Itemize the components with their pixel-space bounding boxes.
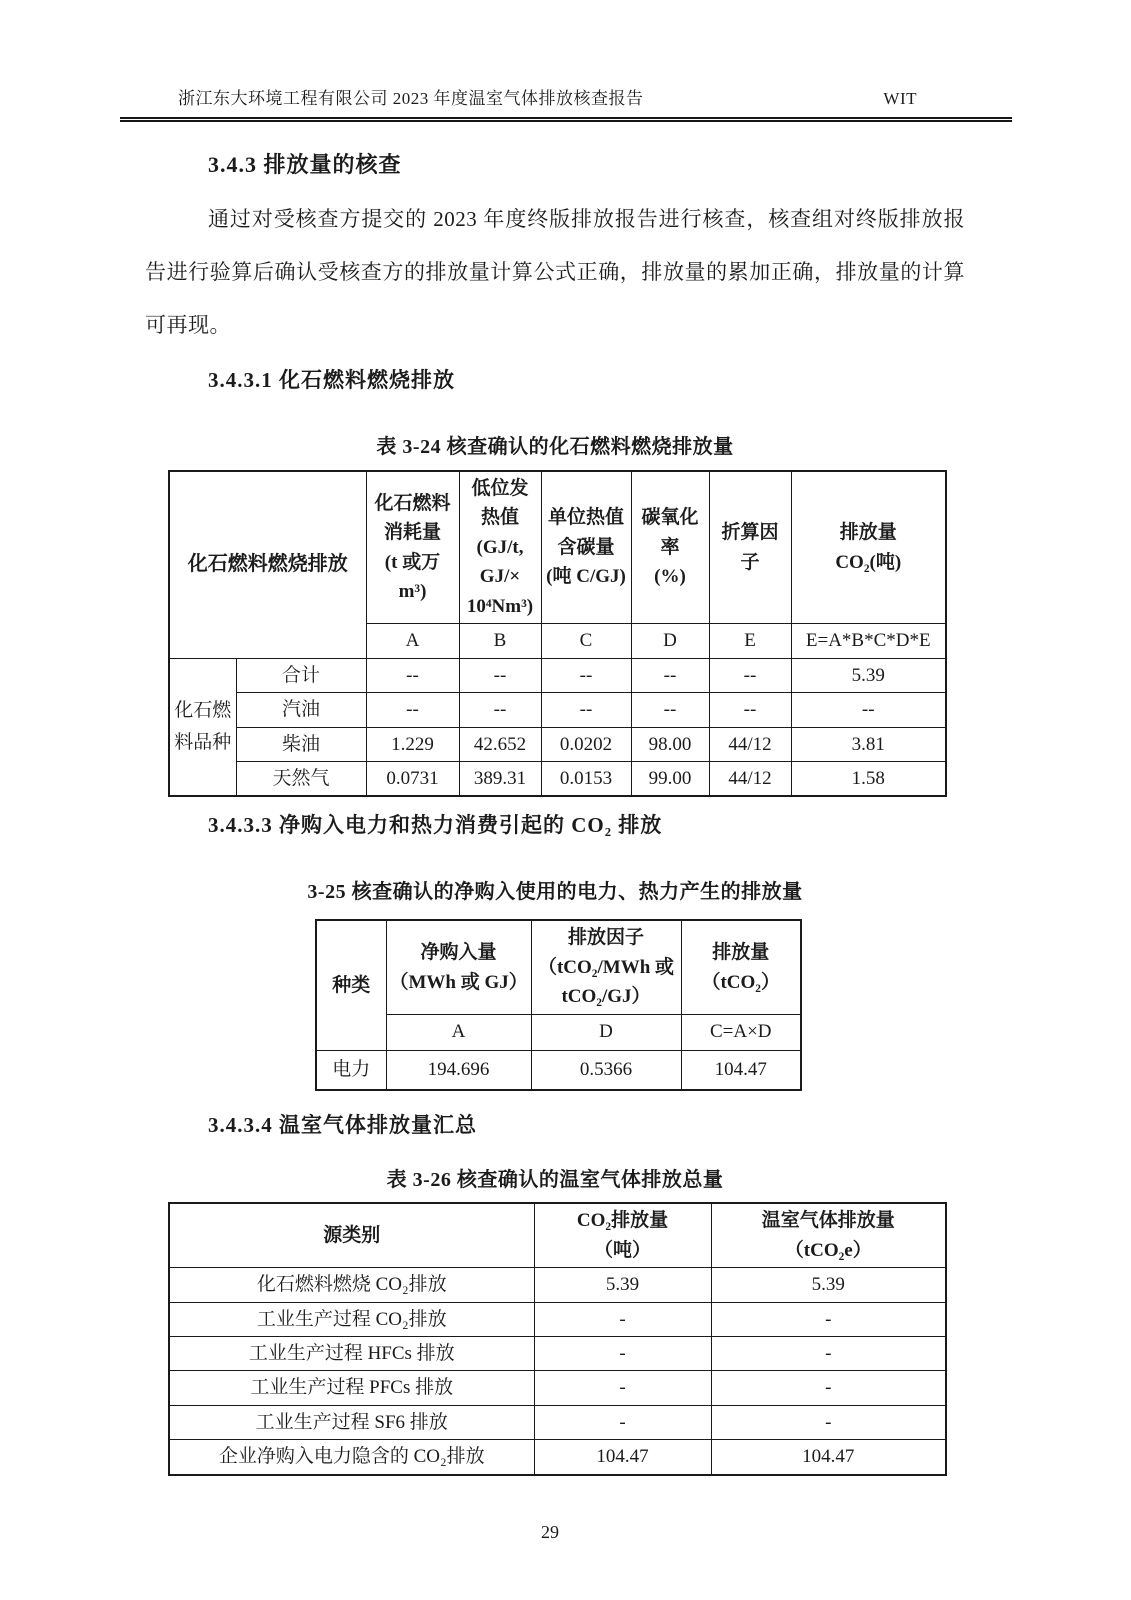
value-cell: -	[711, 1405, 946, 1439]
table-header-row	[316, 920, 801, 1014]
value-cell: --	[459, 658, 541, 692]
section-heading-3-4-3-3: 3.4.3.3 净购入电力和热力消费引起的 CO₂ 排放	[208, 813, 663, 838]
value-cell: -	[534, 1405, 711, 1439]
code-cell: E=A*B*C*D*E	[791, 624, 946, 658]
value-cell: -	[534, 1336, 711, 1370]
source-category-cell: 工业生产过程 CO₂排放	[169, 1302, 534, 1336]
table-3-26-title: 表 3-26 核查确认的温室气体排放总量	[386, 1169, 724, 1192]
value-cell: -	[534, 1302, 711, 1336]
section-heading-3-4-3-4: 3.4.3.4 温室气体排放量汇总	[208, 1113, 477, 1138]
table-row	[169, 1336, 946, 1370]
col-header-emission-factor: 排放因子 （tCO₂/MWh 或 tCO₂/GJ）	[531, 920, 681, 1014]
report-title: 浙江东大环境工程有限公司 2023 年度温室气体排放核查报告	[178, 89, 644, 108]
value-cell: 389.31	[459, 761, 541, 796]
value-cell: -	[534, 1371, 711, 1405]
table-row	[169, 693, 946, 727]
corner-header-cell: 种类	[316, 920, 386, 1050]
value-cell: --	[709, 693, 791, 727]
table-header-row	[169, 471, 946, 624]
value-cell: -	[711, 1302, 946, 1336]
value-cell: --	[541, 658, 631, 692]
table-row	[169, 1371, 946, 1405]
value-cell: -	[711, 1336, 946, 1370]
source-category-cell: 企业净购入电力隐含的 CO₂排放	[169, 1440, 534, 1475]
code-cell: C=A×D	[681, 1014, 801, 1050]
table-3-24-title: 表 3-24 核查确认的化石燃料燃烧排放量	[376, 436, 734, 458]
value-cell: --	[541, 693, 631, 727]
value-cell: 104.47	[534, 1440, 711, 1475]
value-cell: 5.39	[791, 658, 946, 692]
table-row	[169, 658, 946, 692]
col-header-ghg-emission: 温室气体排放量 （tCO₂e）	[711, 1203, 946, 1267]
page-header	[120, 0, 1012, 122]
value-cell: 3.81	[791, 727, 946, 761]
col-header-emission: 排放量 CO₂(吨)	[791, 471, 946, 624]
row-group-label-cell: 化石燃料品种	[169, 658, 236, 796]
fuel-name-cell: 天然气	[236, 761, 366, 796]
page-number: 29	[541, 1521, 559, 1542]
value-cell: --	[631, 658, 709, 692]
value-cell: --	[459, 693, 541, 727]
value-cell: --	[631, 693, 709, 727]
code-cell: A	[366, 624, 459, 658]
value-cell: --	[366, 658, 459, 692]
table-row	[169, 1405, 946, 1439]
table-row	[169, 1268, 946, 1302]
value-cell: 98.00	[631, 727, 709, 761]
fuel-name-cell: 汽油	[236, 693, 366, 727]
corner-header-cell: 化石燃料燃烧排放	[169, 471, 366, 658]
col-header-carbon-content: 单位热值含碳量 (吨 C/GJ)	[541, 471, 631, 624]
value-cell: 194.696	[386, 1050, 531, 1090]
table-3-24	[168, 470, 947, 797]
table-row	[169, 727, 946, 761]
col-header-heat-value: 低位发热值 (GJ/t, GJ/× 10⁴Nm³)	[459, 471, 541, 624]
value-cell: 1.229	[366, 727, 459, 761]
col-header-emission: 排放量 （tCO₂）	[681, 920, 801, 1014]
source-category-cell: 工业生产过程 PFCs 排放	[169, 1371, 534, 1405]
source-category-cell: 工业生产过程 HFCs 排放	[169, 1336, 534, 1370]
value-cell: --	[791, 693, 946, 727]
value-cell: 44/12	[709, 761, 791, 796]
category-cell: 电力	[316, 1050, 386, 1090]
table-3-26	[168, 1202, 947, 1476]
value-cell: 104.47	[681, 1050, 801, 1090]
code-cell: C	[541, 624, 631, 658]
code-cell: B	[459, 624, 541, 658]
value-cell: 0.0153	[541, 761, 631, 796]
value-cell: 42.652	[459, 727, 541, 761]
col-header-source-category: 源类别	[169, 1203, 534, 1267]
source-category-cell: 工业生产过程 SF6 排放	[169, 1405, 534, 1439]
value-cell: 5.39	[711, 1268, 946, 1302]
page-body	[0, 148, 1131, 1543]
col-header-oxidation-rate: 碳氧化率 (%)	[631, 471, 709, 624]
brand-mark: WIT	[883, 89, 917, 108]
fuel-name-cell: 合计	[236, 658, 366, 692]
table-3-25	[315, 919, 802, 1091]
value-cell: 5.39	[534, 1268, 711, 1302]
value-cell: 0.5366	[531, 1050, 681, 1090]
section-heading-3-4-3-1: 3.4.3.1 化石燃料燃烧排放	[208, 368, 455, 392]
value-cell: 0.0731	[366, 761, 459, 796]
value-cell: 99.00	[631, 761, 709, 796]
table-row	[169, 1440, 946, 1475]
table-row	[316, 1050, 801, 1090]
table-row	[169, 1302, 946, 1336]
code-cell: D	[631, 624, 709, 658]
source-category-cell: 化石燃料燃烧 CO₂排放	[169, 1268, 534, 1302]
value-cell: 1.58	[791, 761, 946, 796]
value-cell: -	[711, 1371, 946, 1405]
formula-code-row	[316, 1014, 801, 1050]
code-cell: E	[709, 624, 791, 658]
fuel-name-cell: 柴油	[236, 727, 366, 761]
table-3-25-title: 3-25 核查确认的净购入使用的电力、热力产生的排放量	[307, 881, 803, 904]
col-header-consumption: 化石燃料消耗量 (t 或万 m³)	[366, 471, 459, 624]
section-heading-3-4-3: 3.4.3 排放量的核查	[208, 152, 402, 177]
col-header-conversion-factor: 折算因子	[709, 471, 791, 624]
col-header-co2-emission: CO₂排放量 （吨）	[534, 1203, 711, 1267]
code-cell: D	[531, 1014, 681, 1050]
code-cell: A	[386, 1014, 531, 1050]
table-header-row	[169, 1203, 946, 1267]
table-row	[169, 761, 946, 796]
value-cell: 44/12	[709, 727, 791, 761]
col-header-net-purchase: 净购入量 （MWh 或 GJ）	[386, 920, 531, 1014]
value-cell: --	[366, 693, 459, 727]
value-cell: --	[709, 658, 791, 692]
value-cell: 104.47	[711, 1440, 946, 1475]
section-paragraph: 通过对受核查方提交的 2023 年度终版排放报告进行核查，核查组对终版排放报告进行验算后确认受核查方的排放量计算公式正确，排放量的累加正确，排放量的计算可再现。	[145, 207, 965, 337]
value-cell: 0.0202	[541, 727, 631, 761]
